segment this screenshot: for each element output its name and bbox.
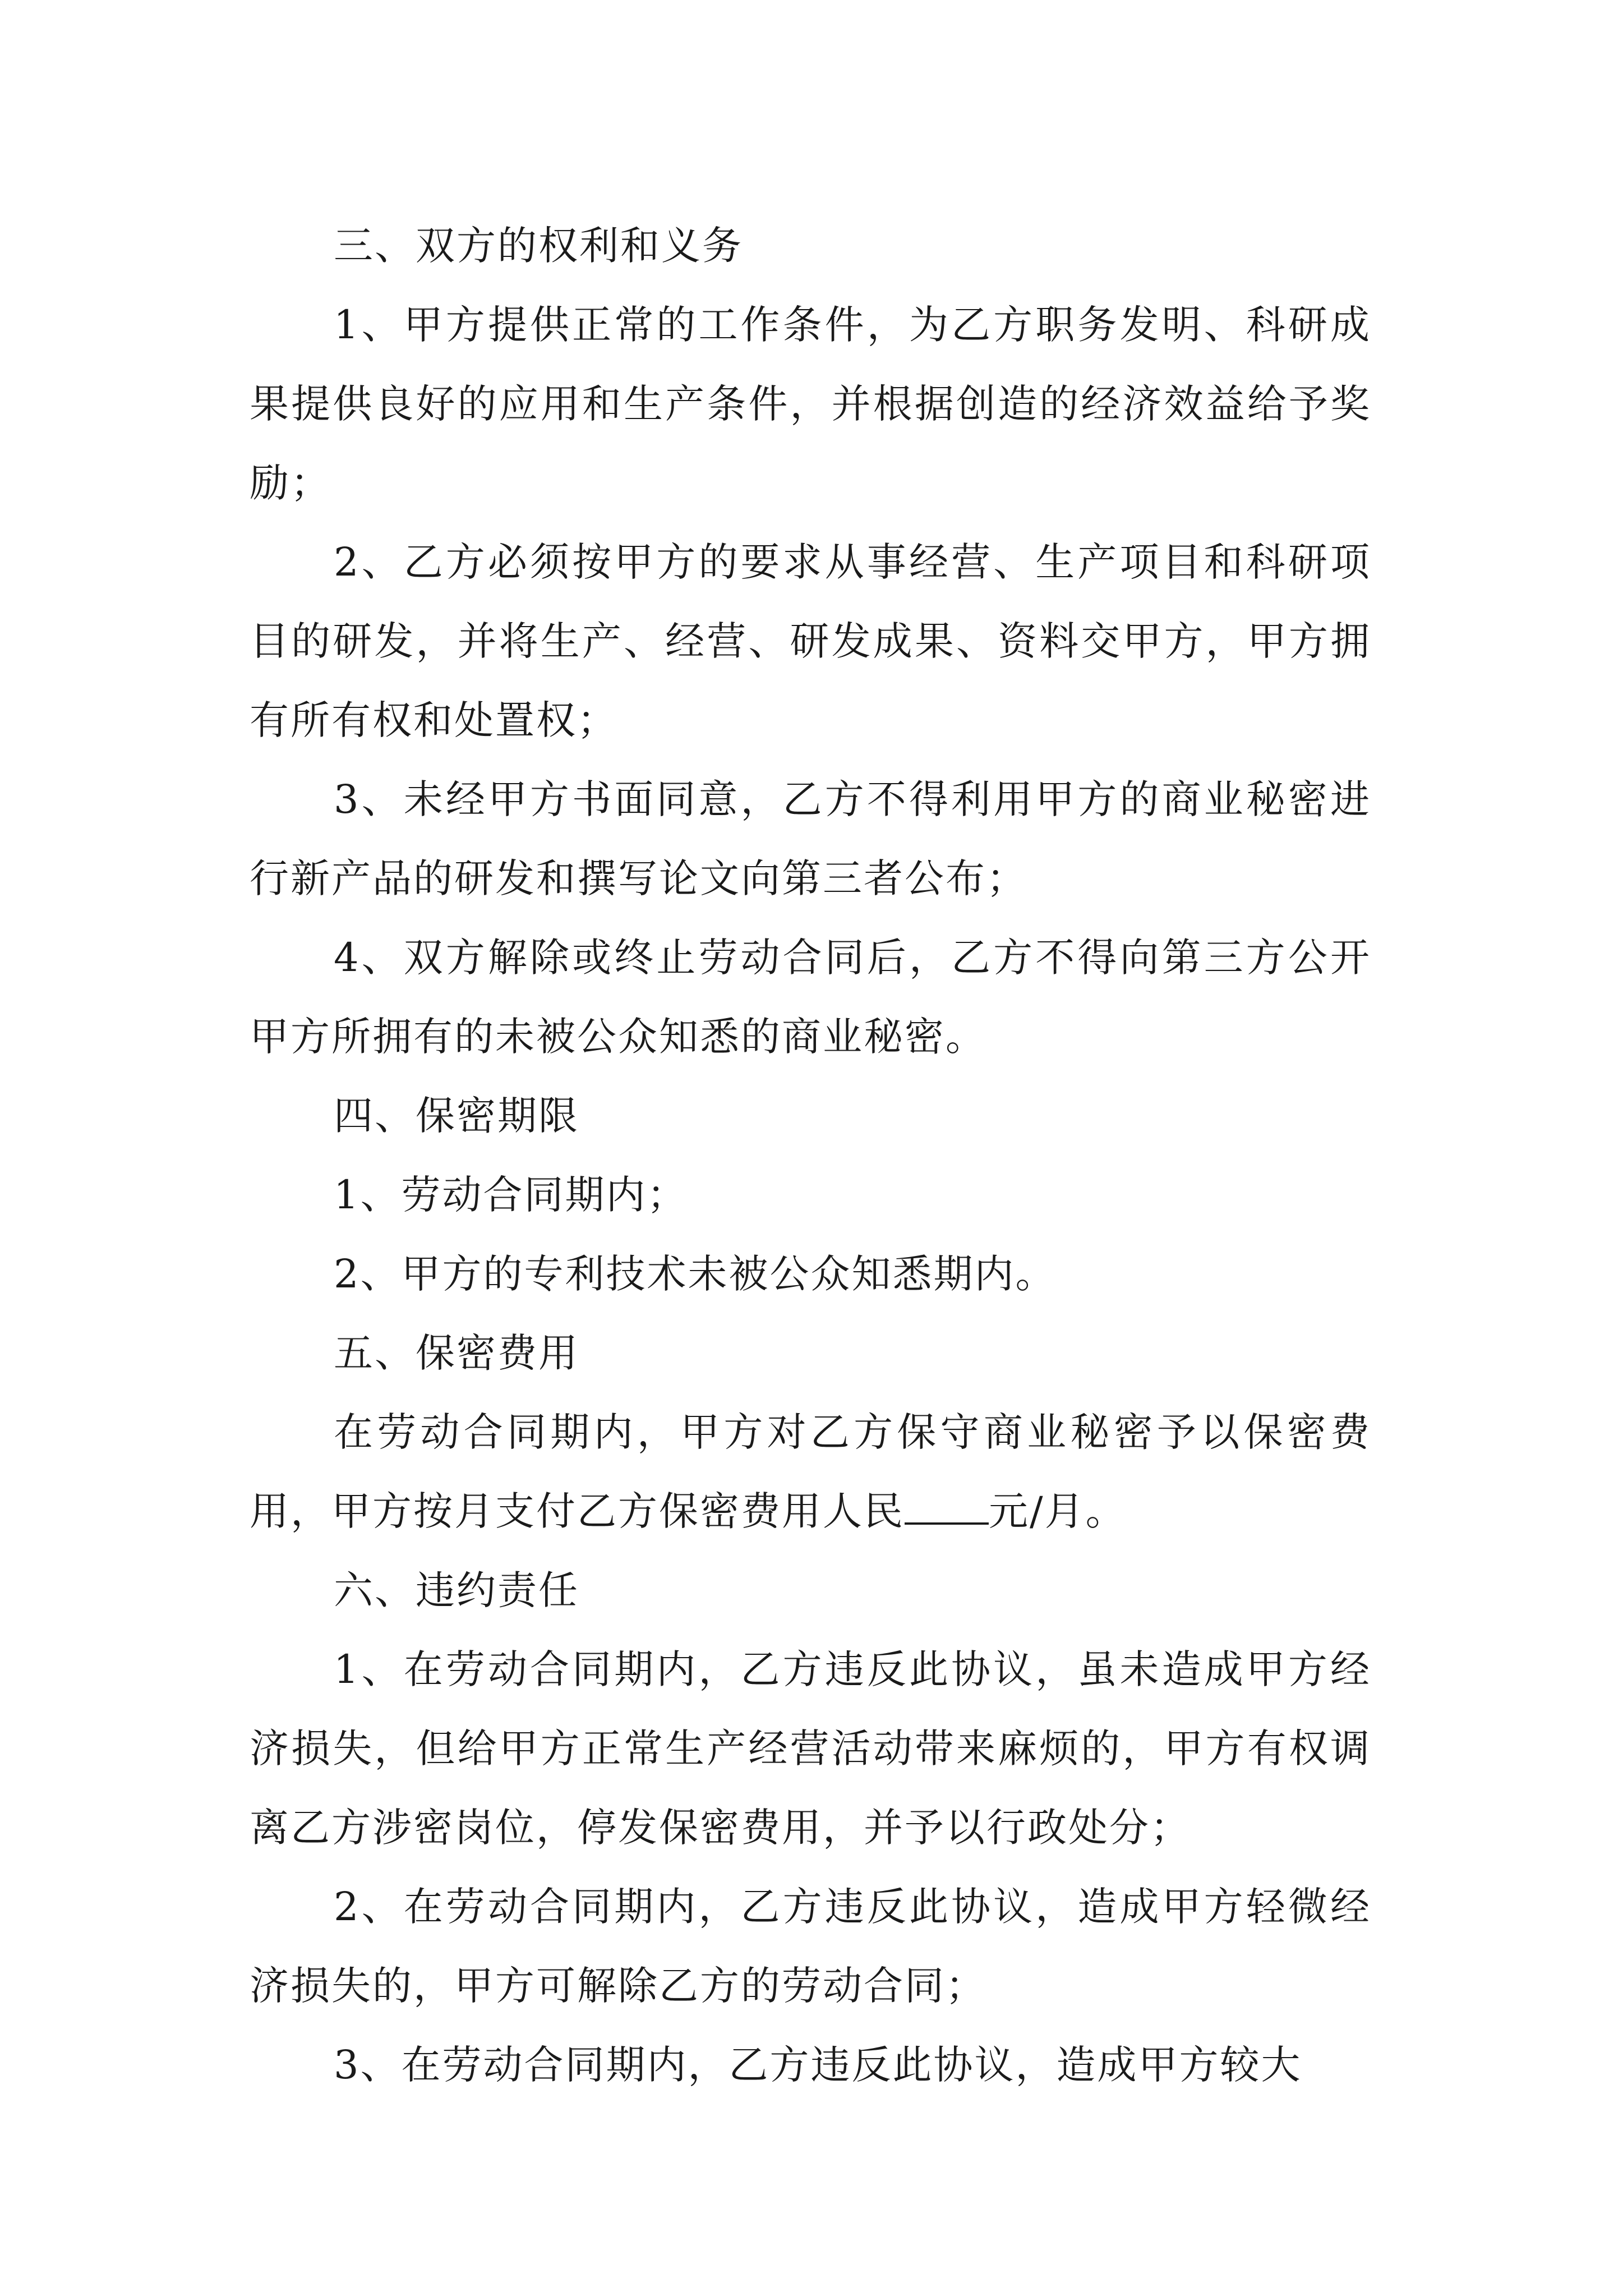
clause-3-3: 3、未经甲方书面同意，乙方不得利用甲方的商业秘密进行新产品的研发和撰写论文向第三者公布； <box>250 776 1371 901</box>
clause-6-2: 2、在劳动合同期内，乙方违反此协议，造成甲方轻微经济损失的，甲方可解除乙方的劳动合同； <box>250 1884 1371 2009</box>
section-heading-fee: 五、保密费用 <box>334 1330 579 1376</box>
fee-clause-unit: 元/月。 <box>989 1488 1127 1534</box>
clause-3-4: 4、双方解除或终止劳动合同后，乙方不得向第三方公开甲方所拥有的未被公众知悉的商业秘密。 <box>250 935 1371 1060</box>
section-heading-period: 四、保密期限 <box>334 1093 579 1139</box>
section-heading-rights: 三、双方的权利和义务 <box>334 223 743 269</box>
clause-4-2: 2、甲方的专利技术未被公众知悉期内。 <box>334 1251 1057 1297</box>
fee-clause-text: 在劳动合同期内，甲方对乙方保守商业秘密予以保密费用，甲方按月支付乙方保密费用人民 <box>250 1409 1371 1534</box>
fee-amount-blank <box>905 1490 989 1525</box>
clause-3-2: 2、乙方必须按甲方的要求从事经营、生产项目和科研项目的研发，并将生产、经营、研发成果、资料交甲方，甲方拥有所有权和处置权； <box>250 539 1371 743</box>
clause-3-1: 1、甲方提供正常的工作条件，为乙方职务发明、科研成果提供良好的应用和生产条件，并根据创造的经济效益给予奖励； <box>250 302 1371 506</box>
section-heading-liability: 六、违约责任 <box>334 1567 579 1613</box>
clause-4-1: 1、劳动合同期内； <box>334 1172 688 1218</box>
clause-6-1: 1、在劳动合同期内，乙方违反此协议，虽未造成甲方经济损失，但给甲方正常生产经营活动带来麻烦的，甲方有权调离乙方涉密岗位，停发保密费用，并予以行政处分； <box>250 1646 1371 1851</box>
clause-6-3: 3、在劳动合同期内，乙方违反此协议，造成甲方较大 <box>334 2042 1302 2088</box>
fee-clause <box>250 1393 1371 1551</box>
document-body <box>250 206 1371 2105</box>
